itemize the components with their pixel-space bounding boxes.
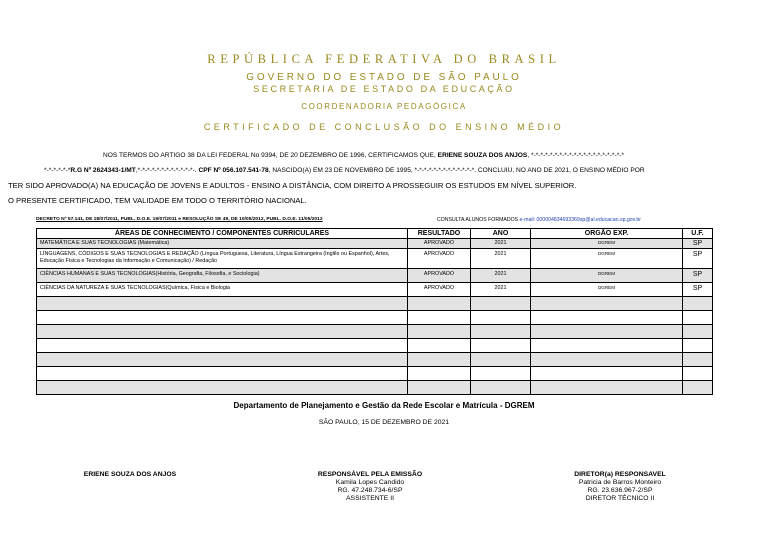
director-title: DIRETOR(a) RESPONSAVEL <box>574 471 666 478</box>
statement-text: , NASCIDO(A) EM 23 DE NOVEMBRO DE 1995, *-*-*-*-*-*-*-*-*-*-*-*-*. CONCLUIU, NO ANO DE 2021, O ENSINO MÉDIO POR <box>268 167 645 174</box>
cell-uf: SP <box>683 249 713 269</box>
header-resultado: RESULTADO <box>408 229 471 239</box>
header-areas: ÁREAS DE CONHECIMENTO / COMPONENTES CURRICULARES <box>37 229 408 239</box>
cell-resultado: APROVADO <box>408 249 471 269</box>
student-cpf: CPF Nº 056.107.541-78 <box>198 167 269 174</box>
table-row <box>37 283 713 297</box>
cell-uf: SP <box>683 283 713 297</box>
statement-text: ,*-*-*-*-*-*-*-*-*-*-*-*-. <box>135 167 199 174</box>
coordenadoria-title: COORDENADORIA PEDAGÓGICA <box>301 102 467 111</box>
statement-text: *-*-*-*-*-* <box>44 167 71 174</box>
student-name: ERIENE SOUZA DOS ANJOS <box>437 152 528 159</box>
table-row <box>37 239 713 249</box>
secretaria-title: SECRETARIA DE ESTADO DA EDUCAÇÃO <box>253 84 515 94</box>
table-row-empty <box>37 311 713 325</box>
director-rg: RG. 23.636.967-2/SP <box>587 487 653 494</box>
table-row-empty <box>37 353 713 367</box>
certificado-title: CERTIFICADO DE CONCLUSÃO DO ENSINO MÉDIO <box>203 122 565 132</box>
cell-orgao: DGREM <box>531 239 683 249</box>
statement-text: NOS TERMOS DO ARTIGO 38 DA LEI FEDERAL No 9394, DE 20 DEZEMBRO DE 1996, CERTIFICAMOS QUE, <box>103 152 438 159</box>
location-date: SÃO PAULO, 15 DE DEZEMBRO DE 2021 <box>318 419 450 426</box>
table-row-empty <box>37 381 713 395</box>
statement-line-3: TER SIDO APROVADO(A) NA EDUCAÇÃO DE JOVENS E ADULTOS - ENSINO A DISTÂNCIA, COM DIREITO A PROSSEGUIR OS ESTUDOS EM NÍVEL SUPERIOR. <box>8 181 577 190</box>
cell-ano: 2021 <box>471 249 531 269</box>
statement-line-4: O PRESENTE CERTIFICADO, TEM VALIDADE EM TODO O TERRITÓRIO NACIONAL. <box>8 196 307 205</box>
cell-uf: SP <box>683 269 713 283</box>
cell-orgao: DGREM <box>531 283 683 297</box>
statement-line-2 <box>44 167 645 174</box>
director-role: DIRETOR TÉCNICO II <box>585 495 655 502</box>
cell-ano: 2021 <box>471 269 531 283</box>
cell-ano: 2021 <box>471 283 531 297</box>
cell-area: CIÊNCIAS HUMANAS E SUAS TECNOLOGIAS(História, Geografia, Filosofia, e Sociologia) <box>37 269 408 283</box>
governo-title: GOVERNO DO ESTADO DE SÃO PAULO <box>246 72 522 83</box>
cell-resultado: APROVADO <box>408 283 471 297</box>
consulta-email[interactable]: e-mail: 000004834693369sp@al.educacao.sp.gov.br <box>519 217 641 223</box>
issuer-rg: RG. 47.248.734-6/SP <box>337 487 403 494</box>
header-uf: U.F. <box>683 229 713 239</box>
consulta-label: CONSULTA ALUNOS FORMADOS <box>437 217 520 223</box>
grades-table <box>36 228 713 395</box>
statement-line-1 <box>103 152 624 159</box>
issuer-role: ASSISTENTE II <box>346 495 394 502</box>
cell-orgao: DGREM <box>531 249 683 269</box>
table-row <box>37 249 713 269</box>
header-orgao: ORGÃO EXP. <box>531 229 683 239</box>
signature-director <box>535 471 705 503</box>
signature-issuer <box>290 471 450 503</box>
table-row-empty <box>37 367 713 381</box>
table-row-empty <box>37 339 713 353</box>
director-name: Patricia de Barros Monteiro <box>578 479 662 486</box>
table-row-empty <box>37 325 713 339</box>
student-rg: R.G Nº 2624343-1/MT <box>70 167 136 174</box>
header-ano: ANO <box>471 229 531 239</box>
consulta-info <box>437 217 641 223</box>
cell-orgao: DGREM <box>531 269 683 283</box>
cell-uf: SP <box>683 239 713 249</box>
issuer-name: Kamila Lopes Candido <box>335 479 405 486</box>
cell-area: LÍNGUAGENS, CÓDIGOS E SUAS TECNOLOGIAS E REDAÇÃO (Língua Portuguesa, Literatura, Língua Estrangeira (Inglês ou Espanhol), Artes, Educação Física e Tecnologias da Informação e Comunicação) / Redação <box>37 249 408 269</box>
issuer-title: RESPONSÁVEL PELA EMISSÃO <box>317 471 423 478</box>
cell-ano: 2021 <box>471 239 531 249</box>
statement-text: , *-*-*-*-*-*-*-*-*-*-*-*-*-*-*-*-*-*-*-* <box>527 152 625 159</box>
cell-area: MATEMÁTICA E SUAS TECNOLOGIAS (Matemática) <box>37 239 408 249</box>
cell-area: CIÊNCIAS DA NATUREZA E SUAS TECNOLOGIAS(Química, Física e Biologia <box>37 283 408 297</box>
table-row <box>37 269 713 283</box>
table-row-empty <box>37 297 713 311</box>
decreto-reference: DECRETO Nº 57.141, DE 18/07/2011, PUBL. D.O.E. 19/07/2011 e RESOLUÇÃO SE 49, DE 10/05/2012, PUBL. D.O.E. 11/05/2012 <box>36 217 323 222</box>
cell-resultado: APROVADO <box>408 239 471 249</box>
cell-resultado: APROVADO <box>408 269 471 283</box>
student-signature-name: ERIENE SOUZA DOS ANJOS <box>83 471 177 478</box>
signature-student <box>45 471 215 479</box>
table-header-row <box>37 229 713 239</box>
republica-title: REPÚBLICA FEDERATIVA DO BRASIL <box>207 52 561 66</box>
departamento-label: Departamento de Planejamento e Gestão da Rede Escolar e Matrícula - DGREM <box>233 401 535 410</box>
